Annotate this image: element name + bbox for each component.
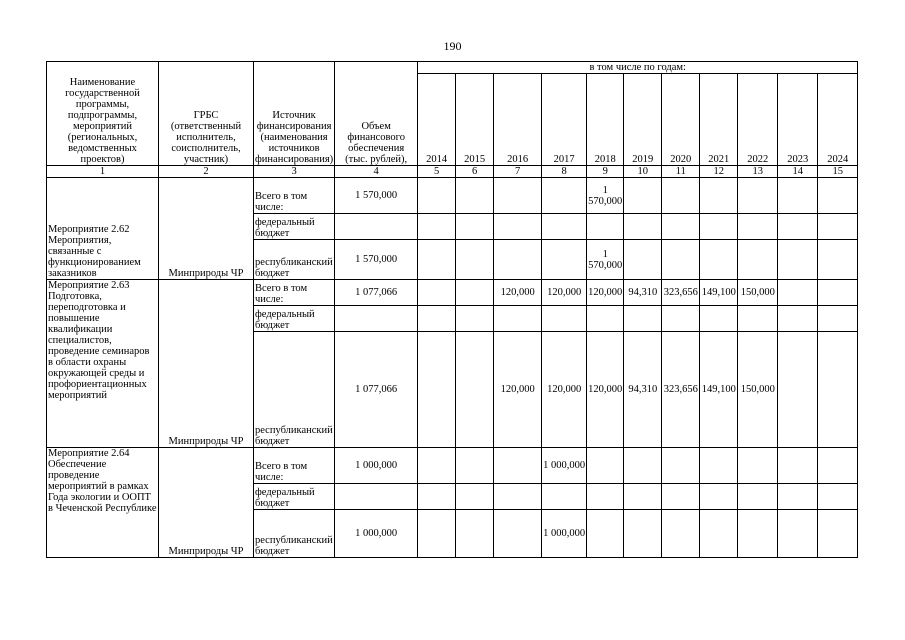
year-amount: 1 000,000 <box>542 448 587 484</box>
year-amount <box>456 306 494 332</box>
year-amount: 150,000 <box>738 280 778 306</box>
year-amount <box>662 178 700 214</box>
funding-source: Всего в том числе: <box>254 280 335 306</box>
year-amount <box>587 484 624 510</box>
year-amount <box>456 332 494 448</box>
table-row <box>47 448 858 484</box>
year-amount <box>418 306 456 332</box>
funding-source: Всего в том числе: <box>254 178 335 214</box>
year-amount <box>818 448 858 484</box>
funding-source: республиканский бюджет <box>254 240 335 280</box>
year-amount <box>700 178 738 214</box>
year-amount <box>624 240 662 280</box>
year-amount <box>662 484 700 510</box>
year-amount <box>542 484 587 510</box>
year-amount: 120,000 <box>587 332 624 448</box>
table-row <box>47 280 858 306</box>
year-amount: 323,656 <box>662 280 700 306</box>
year-amount <box>778 484 818 510</box>
year-amount <box>494 484 542 510</box>
year-amount <box>624 510 662 558</box>
year-amount: 1 000,000 <box>542 510 587 558</box>
column-number: 3 <box>254 166 335 178</box>
year-amount <box>700 240 738 280</box>
year-amount <box>456 178 494 214</box>
year-amount <box>587 306 624 332</box>
year-amount <box>700 448 738 484</box>
year-amount: 94,310 <box>624 280 662 306</box>
year-amount: 150,000 <box>738 332 778 448</box>
header-volume: Объем финансового обеспечения (тыс. рублей), <box>335 62 418 166</box>
header-name: Наименование государственной программы, подпрограммы, мероприятий (региональных, ведомственных проектов) <box>47 62 159 166</box>
year-amount <box>662 510 700 558</box>
year-amount: 94,310 <box>624 332 662 448</box>
year-amount: 1 570,000 <box>587 240 624 280</box>
year-amount <box>778 280 818 306</box>
header-year: 2015 <box>456 74 494 166</box>
year-amount: 1 570,000 <box>587 178 624 214</box>
year-amount <box>418 240 456 280</box>
year-amount: 149,100 <box>700 280 738 306</box>
year-amount <box>738 510 778 558</box>
header-year: 2017 <box>542 74 587 166</box>
year-amount <box>418 510 456 558</box>
year-amount <box>778 448 818 484</box>
column-number: 7 <box>494 166 542 178</box>
column-number: 14 <box>778 166 818 178</box>
year-amount <box>542 214 587 240</box>
measure-grbs: Минприроды ЧР <box>159 280 254 448</box>
column-number: 4 <box>335 166 418 178</box>
year-amount <box>738 214 778 240</box>
year-amount <box>542 178 587 214</box>
year-amount <box>418 448 456 484</box>
year-amount: 120,000 <box>494 280 542 306</box>
year-amount <box>738 240 778 280</box>
column-number: 11 <box>662 166 700 178</box>
funding-source: Всего в том числе: <box>254 448 335 484</box>
year-amount <box>418 332 456 448</box>
column-number: 8 <box>542 166 587 178</box>
year-amount: 120,000 <box>542 332 587 448</box>
year-amount <box>587 448 624 484</box>
year-amount <box>778 332 818 448</box>
measure-name: Мероприятие 2.62 Мероприятия, связанные с функционированием заказников <box>47 178 159 280</box>
funding-source: федеральный бюджет <box>254 484 335 510</box>
year-amount <box>818 178 858 214</box>
measure-grbs: Минприроды ЧР <box>159 178 254 280</box>
year-amount <box>818 510 858 558</box>
year-amount <box>456 214 494 240</box>
header-year: 2024 <box>818 74 858 166</box>
year-amount <box>778 178 818 214</box>
year-amount <box>778 240 818 280</box>
year-amount <box>818 280 858 306</box>
page-number: 190 <box>443 39 462 53</box>
column-number: 9 <box>587 166 624 178</box>
header-year: 2014 <box>418 74 456 166</box>
year-amount <box>587 214 624 240</box>
year-amount <box>494 448 542 484</box>
year-amount <box>494 240 542 280</box>
total-amount <box>335 306 418 332</box>
funding-source: республиканский бюджет <box>254 510 335 558</box>
year-amount <box>778 214 818 240</box>
header-year: 2016 <box>494 74 542 166</box>
year-amount <box>418 484 456 510</box>
year-amount <box>456 240 494 280</box>
year-amount: 120,000 <box>587 280 624 306</box>
header-year: 2022 <box>738 74 778 166</box>
column-number: 10 <box>624 166 662 178</box>
total-amount: 1 077,066 <box>335 280 418 306</box>
year-amount: 149,100 <box>700 332 738 448</box>
year-amount <box>738 484 778 510</box>
year-amount <box>624 178 662 214</box>
year-amount <box>700 510 738 558</box>
budget-table <box>46 61 858 558</box>
total-amount <box>335 484 418 510</box>
year-amount <box>418 178 456 214</box>
year-amount <box>818 306 858 332</box>
year-amount <box>700 214 738 240</box>
column-number: 12 <box>700 166 738 178</box>
year-amount <box>662 214 700 240</box>
year-amount <box>418 214 456 240</box>
year-amount <box>700 306 738 332</box>
header-year: 2019 <box>624 74 662 166</box>
header-year: 2018 <box>587 74 624 166</box>
column-number: 6 <box>456 166 494 178</box>
year-amount <box>738 448 778 484</box>
total-amount: 1 570,000 <box>335 178 418 214</box>
year-amount <box>456 448 494 484</box>
header-grbs: ГРБС (ответственный исполнитель, соисполнитель, участник) <box>159 62 254 166</box>
total-amount: 1 000,000 <box>335 510 418 558</box>
total-amount: 1 570,000 <box>335 240 418 280</box>
year-amount <box>494 214 542 240</box>
total-amount: 1 000,000 <box>335 448 418 484</box>
year-amount <box>818 214 858 240</box>
year-amount <box>818 484 858 510</box>
measure-name: Мероприятие 2.64 Обеспечение проведение мероприятий в рамках Года экологии и ООПТ в Чеченской Республике <box>47 448 159 558</box>
column-number: 1 <box>47 166 159 178</box>
year-amount <box>662 306 700 332</box>
year-amount <box>662 448 700 484</box>
header-year: 2020 <box>662 74 700 166</box>
header-year: 2023 <box>778 74 818 166</box>
year-amount <box>494 178 542 214</box>
column-number: 13 <box>738 166 778 178</box>
year-amount <box>818 240 858 280</box>
header-year: 2021 <box>700 74 738 166</box>
header-source: Источник финансирования (наименования источников финансирования) <box>254 62 335 166</box>
column-number: 15 <box>818 166 858 178</box>
funding-source: федеральный бюджет <box>254 214 335 240</box>
year-amount <box>542 306 587 332</box>
funding-source: федеральный бюджет <box>254 306 335 332</box>
year-amount <box>738 306 778 332</box>
year-amount <box>662 240 700 280</box>
year-amount <box>494 306 542 332</box>
year-amount: 323,656 <box>662 332 700 448</box>
column-number: 5 <box>418 166 456 178</box>
total-amount: 1 077,066 <box>335 332 418 448</box>
year-amount <box>700 484 738 510</box>
table-row <box>47 178 858 214</box>
year-amount <box>738 178 778 214</box>
year-amount <box>494 510 542 558</box>
year-amount <box>778 510 818 558</box>
year-amount <box>624 214 662 240</box>
total-amount <box>335 214 418 240</box>
year-amount <box>418 280 456 306</box>
measure-grbs: Минприроды ЧР <box>159 448 254 558</box>
header-by-years: в том числе по годам: <box>418 62 858 74</box>
year-amount <box>542 240 587 280</box>
measure-name: Мероприятие 2.63 Подготовка, переподготовка и повышение квалификации специалистов, проведение семинаров в области охраны окружающей среды и профориентационных мероприятий <box>47 280 159 448</box>
funding-source: республиканский бюджет <box>254 332 335 448</box>
year-amount: 120,000 <box>542 280 587 306</box>
year-amount <box>624 306 662 332</box>
year-amount <box>456 484 494 510</box>
year-amount <box>587 510 624 558</box>
year-amount <box>818 332 858 448</box>
column-number: 2 <box>159 166 254 178</box>
year-amount <box>456 510 494 558</box>
year-amount <box>456 280 494 306</box>
year-amount <box>778 306 818 332</box>
year-amount <box>624 484 662 510</box>
year-amount <box>624 448 662 484</box>
year-amount: 120,000 <box>494 332 542 448</box>
